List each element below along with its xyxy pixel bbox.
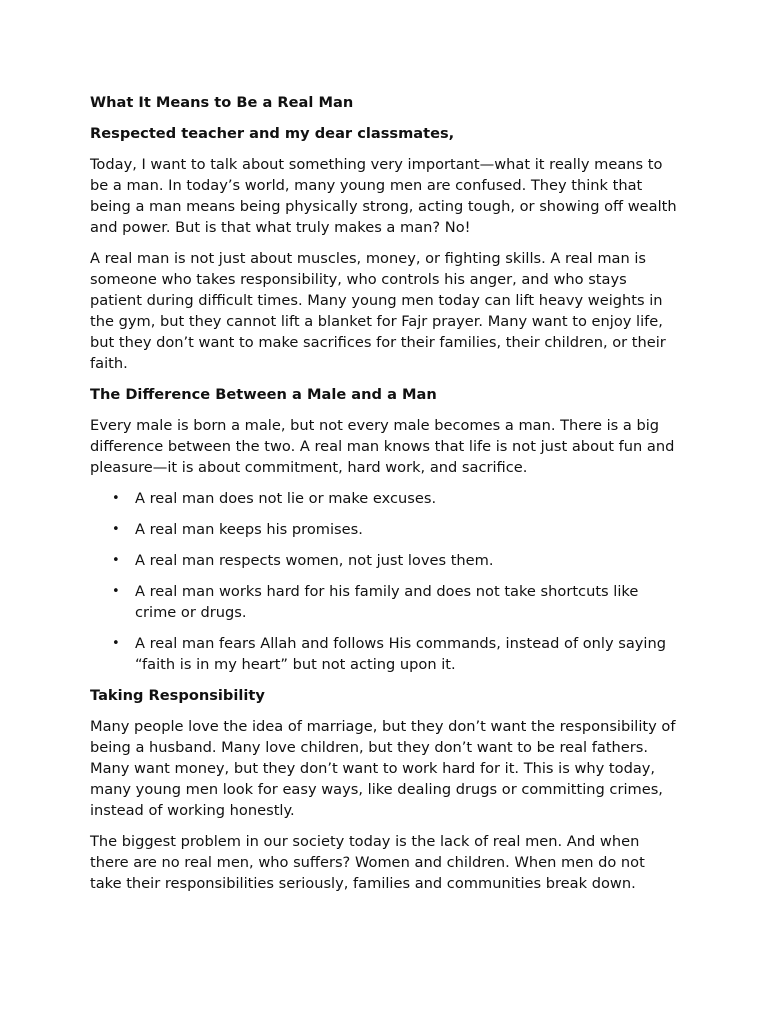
bullet-icon: • [112,522,120,537]
list-item-text: A real man does not lie or make excuses. [135,490,437,507]
list-item-text: A real man works hard for his family and does not take shortcuts like crime or drugs. [135,583,639,621]
document-title: What It Means to Be a Real Man [90,94,354,111]
section-heading-male-vs-man: The Difference Between a Male and a Man [90,386,437,403]
section-paragraph-male-vs-man: Every male is born a male, but not every male becomes a man. There is a big difference between the two. A real man knows that life is not just about fun and pleasure—it is about commitment, hard work, and sacrifice. [90,417,675,476]
bullet-icon: • [112,584,120,599]
list-item-text: A real man respects women, not just loves them. [135,552,494,569]
list-item [90,550,678,571]
bullet-icon: • [112,491,120,506]
list-item [90,581,678,623]
list-item-text: A real man keeps his promises. [135,521,363,538]
bullet-icon: • [112,553,120,568]
section-heading-responsibility: Taking Responsibility [90,687,265,704]
list-item [90,488,678,509]
responsibility-paragraph-2: The biggest problem in our society today is the lack of real men. And when there are no real men, who suffers? Women and children. When men do not take their responsibilities seriously, families and communities break down. [90,833,645,892]
bullet-list [90,488,678,675]
responsibility-paragraph-1: Many people love the idea of marriage, but they don’t want the responsibility of being a husband. Many love children, but they don’t want to be real fathers. Many want money, but they don’t want to work hard for it. This is why today, many young men look for easy ways, like dealing drugs or committing crimes, instead of working honestly. [90,718,676,819]
list-item [90,519,678,540]
intro-paragraph-1: Today, I want to talk about something very important—what it really means to be a man. In today’s world, many young men are confused. They think that being a man means being physically strong, acting tough, or showing off wealth and power. But is that what truly makes a man? No! [90,156,677,236]
intro-paragraph-2: A real man is not just about muscles, money, or fighting skills. A real man is someone who takes responsibility, who controls his anger, and who stays patient during difficult times. Many young men today can lift heavy weights in the gym, but they cannot lift a blanket for Fajr prayer. Many want to enjoy life, but they don’t want to make sacrifices for their families, their children, or their faith. [90,250,666,372]
greeting: Respected teacher and my dear classmates, [90,125,455,142]
list-item [90,633,678,675]
list-item-text: A real man fears Allah and follows His commands, instead of only saying “faith is in my heart” but not acting upon it. [135,635,666,673]
bullet-icon: • [112,636,120,651]
